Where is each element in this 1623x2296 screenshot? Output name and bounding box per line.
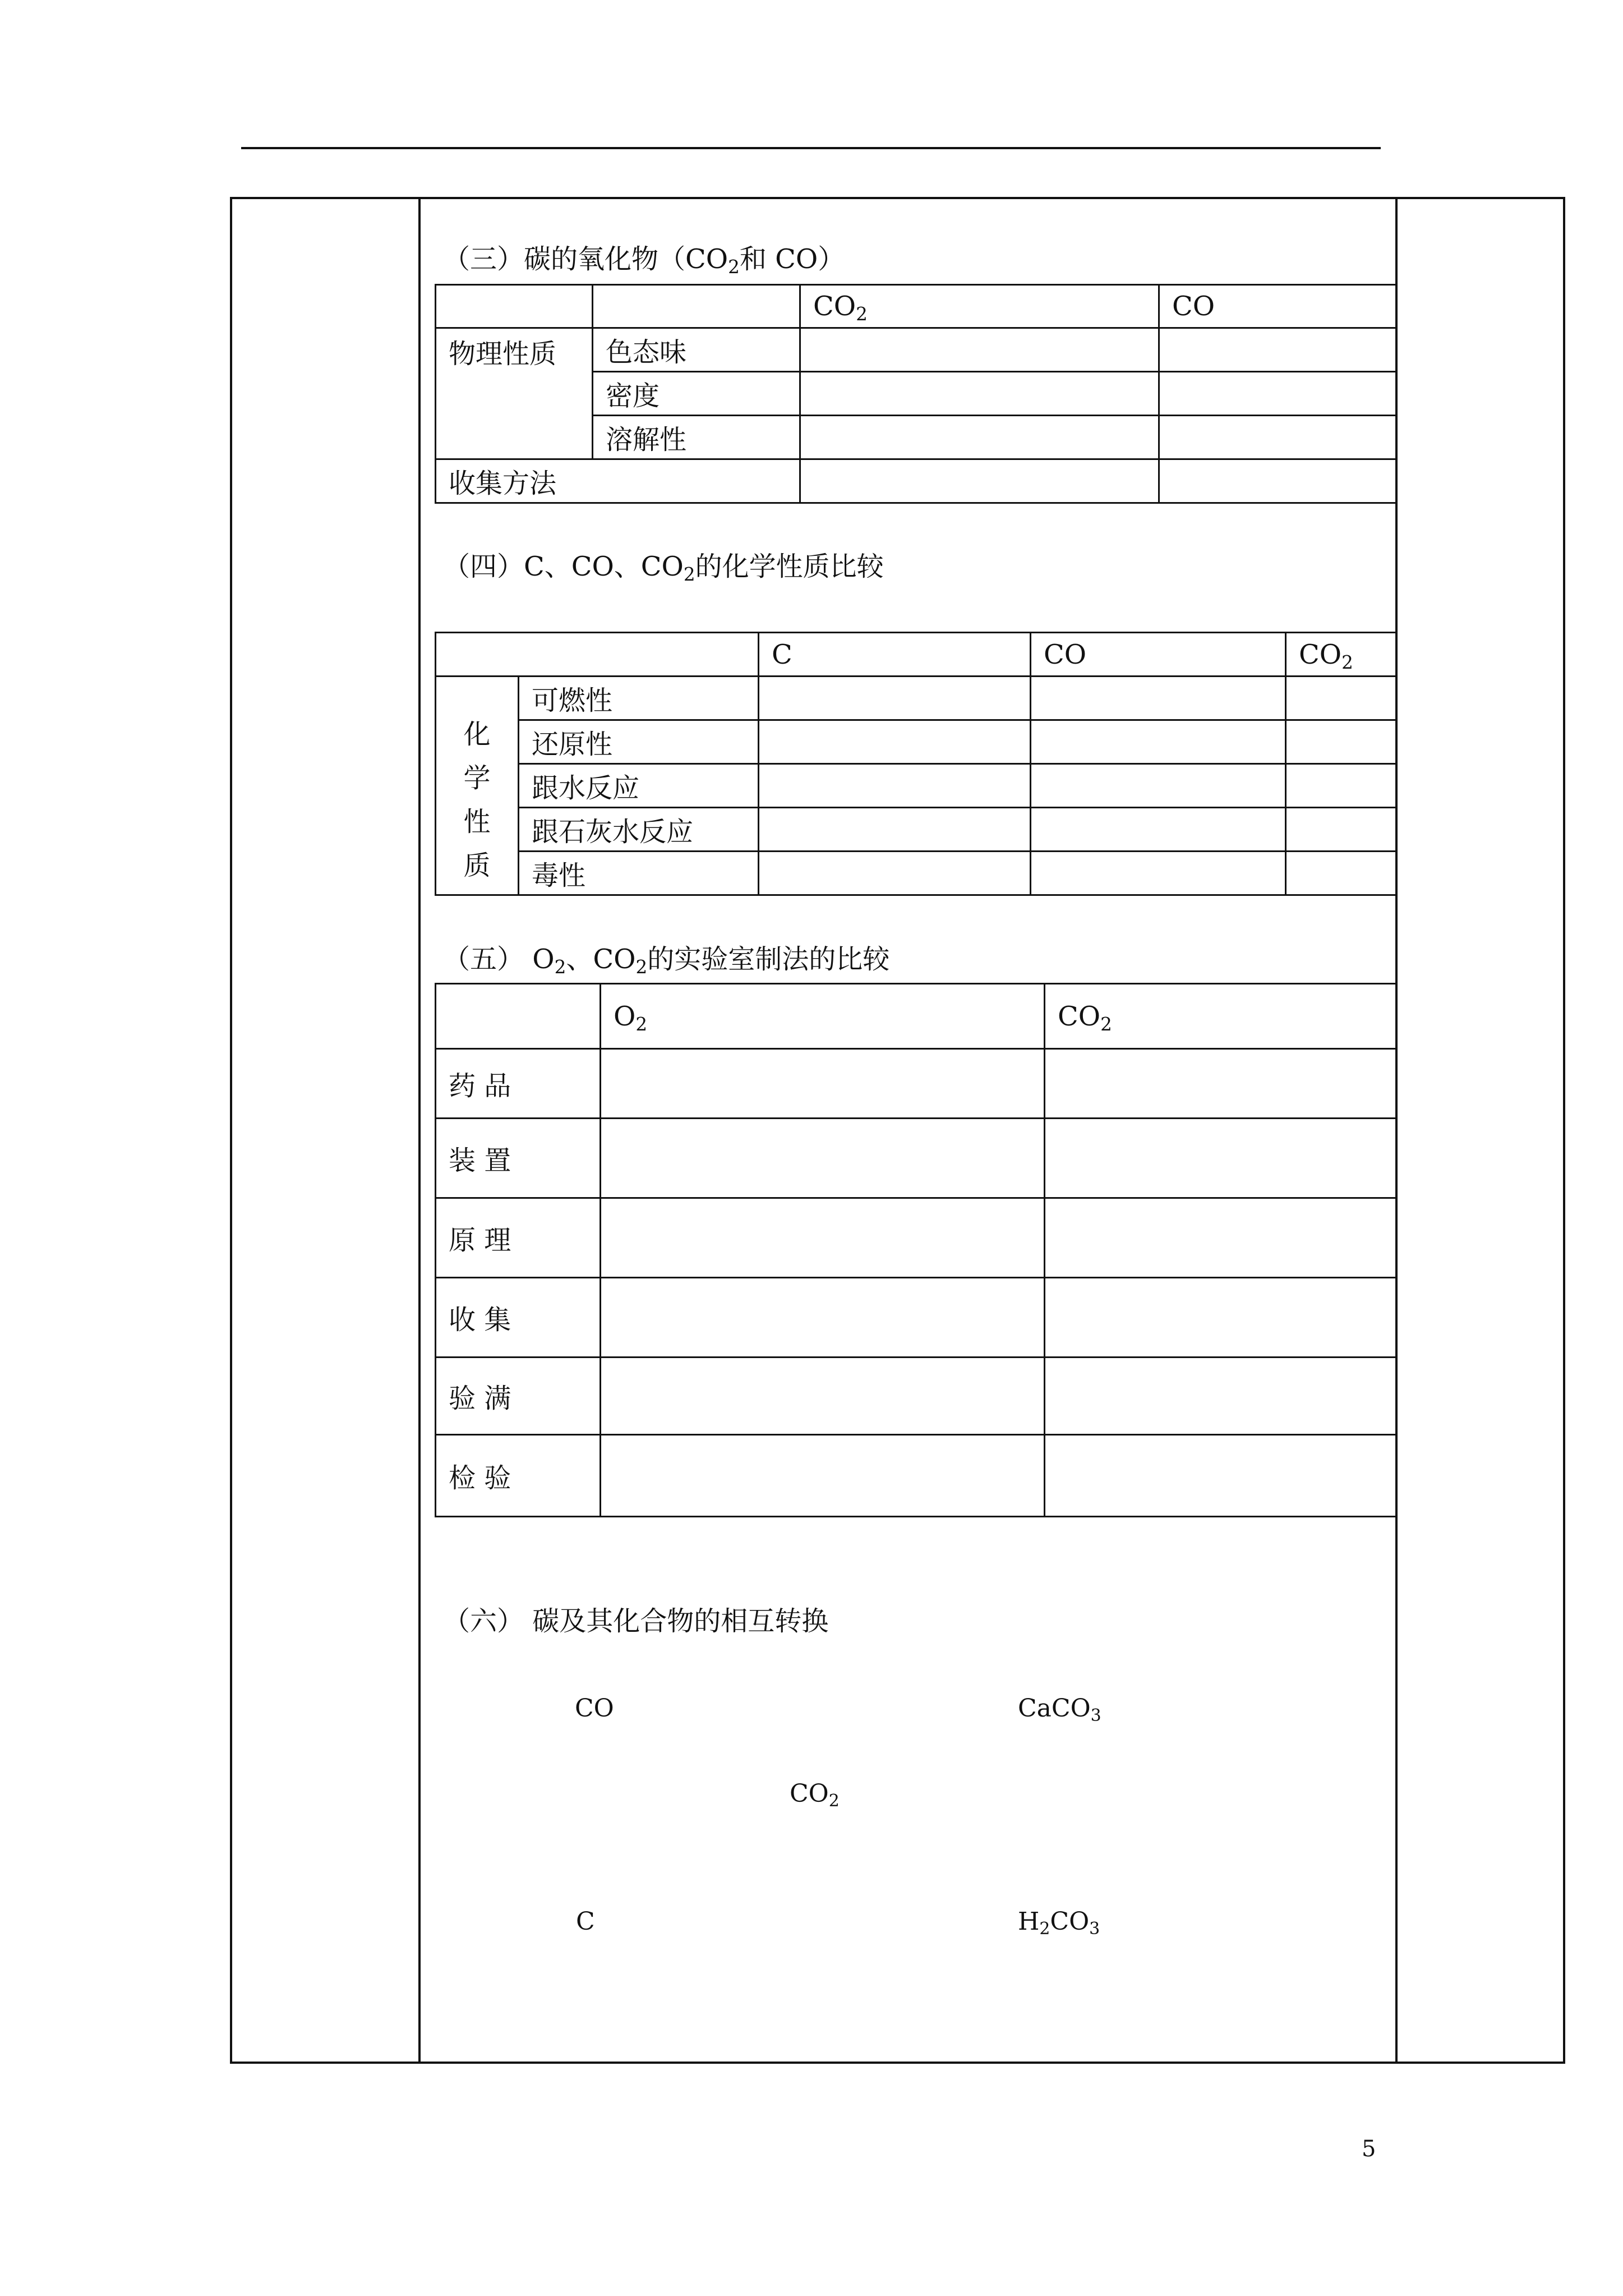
s5-header-co2: CO2	[1045, 984, 1398, 1049]
s4-cell	[759, 852, 1031, 895]
s5-row-label: 验 满	[436, 1358, 601, 1435]
s5-cell	[1045, 1435, 1398, 1517]
s3-row-collect: 收集方法	[436, 459, 800, 503]
s4-header-co: CO	[1031, 633, 1286, 677]
s5-header-blank	[436, 984, 601, 1049]
s3-cell	[800, 459, 1159, 503]
s5-cell	[1045, 1049, 1398, 1119]
s5-cell	[1045, 1198, 1398, 1278]
s3-row-label: 溶解性	[593, 416, 800, 459]
s4-row-label: 跟石灰水反应	[519, 808, 759, 852]
s4-row-label: 跟水反应	[519, 764, 759, 808]
s5-cell	[601, 1049, 1045, 1119]
s5-row-label: 收 集	[436, 1278, 601, 1358]
s3-cell	[800, 328, 1159, 372]
formula-c: C	[576, 1907, 595, 1936]
formula-caco3: CaCO3	[1018, 1694, 1101, 1726]
s3-cell	[1159, 416, 1398, 459]
s4-cell	[1286, 852, 1398, 895]
section4-table	[435, 632, 1398, 896]
s4-cell	[1286, 808, 1398, 852]
section5-table	[435, 983, 1398, 1517]
s5-cell	[1045, 1119, 1398, 1198]
s3-header-co2: CO2	[800, 285, 1159, 328]
s4-cell	[759, 677, 1031, 720]
s3-row-label: 密度	[593, 372, 800, 416]
s3-cell	[1159, 328, 1398, 372]
s5-cell	[601, 1198, 1045, 1278]
page-number: 5	[1362, 2136, 1376, 2162]
s4-cell	[759, 720, 1031, 764]
s4-header-c: C	[759, 633, 1031, 677]
section5-title: （五） O2、CO2的实验室制法的比较	[443, 944, 890, 978]
s5-row-label: 药 品	[436, 1049, 601, 1119]
s5-header-o2: O2	[601, 984, 1045, 1049]
s4-cell	[1031, 808, 1286, 852]
s3-group-physical: 物理性质	[436, 328, 593, 459]
s4-header-blank	[436, 633, 759, 677]
s4-cell	[759, 808, 1031, 852]
header-rule	[241, 147, 1381, 149]
s5-cell	[601, 1435, 1045, 1517]
s5-cell	[601, 1278, 1045, 1358]
formula-h2co3: H2CO3	[1018, 1907, 1100, 1939]
s4-cell	[759, 764, 1031, 808]
section3-title: （三）碳的氧化物（CO2和 CO）	[443, 243, 845, 278]
s5-cell	[601, 1358, 1045, 1435]
s4-cell	[1286, 764, 1398, 808]
s4-row-label: 还原性	[519, 720, 759, 764]
s3-row-label: 色态味	[593, 328, 800, 372]
s5-cell	[1045, 1358, 1398, 1435]
s5-cell	[601, 1119, 1045, 1198]
s5-row-label: 装 置	[436, 1119, 601, 1198]
s4-cell	[1031, 720, 1286, 764]
s4-cell	[1286, 677, 1398, 720]
s3-header-blank-2	[593, 285, 800, 328]
s4-cell	[1031, 764, 1286, 808]
s4-group-chemical: 化 学 性 质	[436, 677, 519, 895]
section4-title: （四）C、CO、CO2的化学性质比较	[443, 551, 884, 586]
s4-cell	[1286, 720, 1398, 764]
s3-header-blank-1	[436, 285, 593, 328]
s4-header-co2: CO2	[1286, 633, 1398, 677]
s4-row-label: 可燃性	[519, 677, 759, 720]
s3-cell	[1159, 459, 1398, 503]
s4-cell	[1031, 677, 1286, 720]
s5-row-label: 原 理	[436, 1198, 601, 1278]
s4-row-label: 毒性	[519, 852, 759, 895]
formula-co: CO	[575, 1694, 614, 1723]
s5-cell	[1045, 1278, 1398, 1358]
s3-cell	[1159, 372, 1398, 416]
section6-title: （六） 碳及其化合物的相互转换	[443, 1605, 829, 1637]
s3-cell	[800, 372, 1159, 416]
s3-cell	[800, 416, 1159, 459]
formula-co2: CO2	[790, 1779, 840, 1811]
s4-cell	[1031, 852, 1286, 895]
s5-row-label: 检 验	[436, 1435, 601, 1517]
frame-divider-left	[418, 197, 421, 2064]
section3-table	[435, 284, 1398, 504]
s3-header-co: CO	[1159, 285, 1398, 328]
